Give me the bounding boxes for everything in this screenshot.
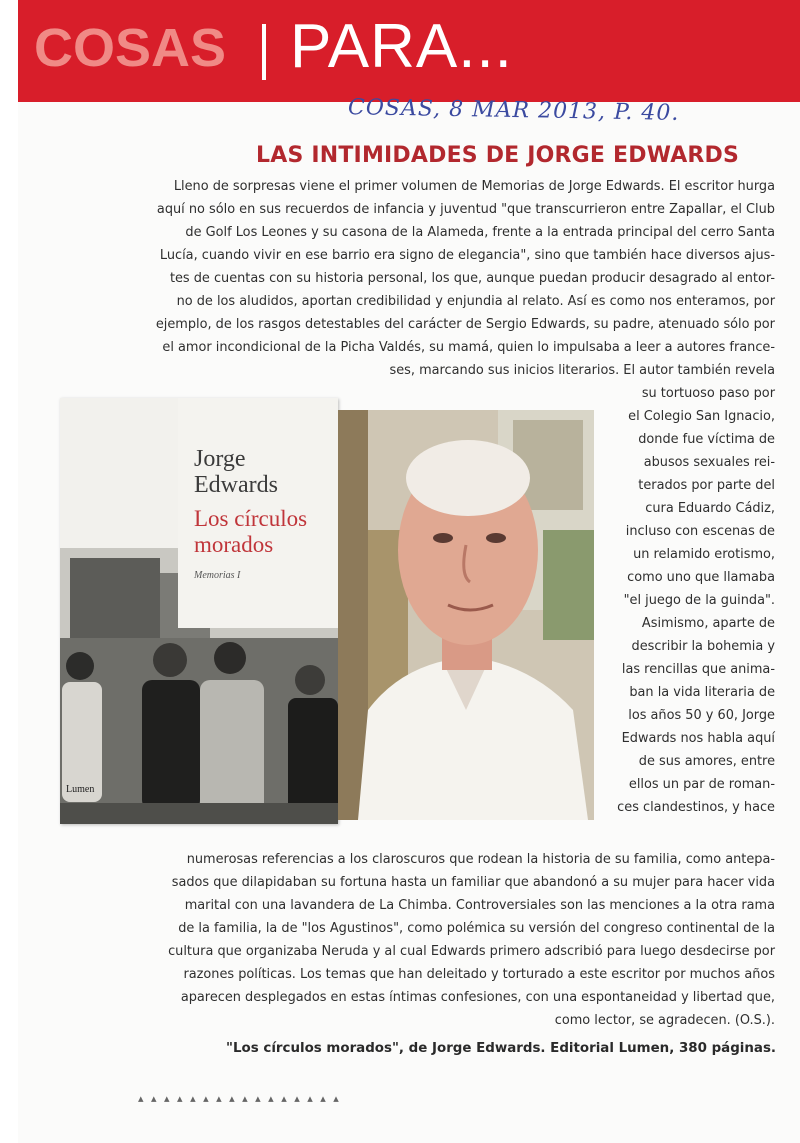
article-line: de sus amores, entre [638,754,775,769]
article-line: el amor incondicional de la Picha Valdés, su mamá, quien lo impulsaba a leer a autores france- [162,340,775,355]
article-line: como lector, se agradecen. (O.S.). [554,1013,775,1028]
article-line: numerosas referencias a los claroscuros que rodean la historia de su familia, como antepa- [186,852,775,867]
brand-logo: COSAS [34,18,227,78]
article-line: no de los aludidos, aportan credibilidad y enjundia al relato. Así es como nos enteramos, por [176,294,775,309]
article-line: razones políticas. Los temas que han deleitado y torturado a este escritor por muchos años [183,967,775,982]
article-line: "el juego de la guinda". [623,593,775,608]
article-line: Lleno de sorpresas viene el primer volumen de Memorias de Jorge Edwards. El escritor hurga [173,179,775,194]
article-line: Asimismo, aparte de [641,616,775,631]
book-cover [60,398,338,824]
article-line: terados por parte del [638,478,775,493]
article-line: el Colegio San Ignacio, [628,409,775,424]
article-line: aparecen desplegados en estas íntimas confesiones, con una espontaneidad y libertad que, [180,990,775,1005]
article-line: ces clandestinos, y hace [617,800,775,815]
article-line: describir la bohemia y [631,639,775,654]
article-line: ejemplo, de los rasgos detestables del carácter de Sergio Edwards, su padre, atenuado sólo por [155,317,775,332]
article-line: donde fue víctima de [638,432,775,447]
book-publisher: Lumen [66,784,95,795]
page-edge-marks: ▴ ▴ ▴ ▴ ▴ ▴ ▴ ▴ ▴ ▴ ▴ ▴ ▴ ▴ ▴ ▴ [138,1092,341,1105]
article-line: incluso con escenas de [625,524,775,539]
article-line: como uno que llamaba [627,570,775,585]
article-line: Edwards nos habla aquí [621,731,775,746]
article-line: cura Eduardo Cádiz, [645,501,775,516]
article-line: marital con una lavandera de La Chimba. Controversiales son las menciones a la otra rama [184,898,775,913]
portrait-photo [338,410,594,820]
book-subtitle: Memorias I [194,570,241,581]
article-line: sados que dilapidaban su fortuna hasta un familiar que abandonó a su mujer para hacer vida [171,875,775,890]
article-line: ban la vida literaria de [629,685,775,700]
book-author-last: Edwards [194,472,278,498]
article-line: las rencillas que anima- [621,662,775,677]
article-headline: LAS INTIMIDADES DE JORGE EDWARDS [256,143,740,168]
article-line: ses, marcando sus inicios literarios. El autor también revela [389,363,775,378]
article-line: su tortuoso paso por [641,386,775,401]
article-line: un relamido erotismo, [633,547,775,562]
article-line: cultura que organizaba Neruda y al cual Edwards primero adscribió para luego desdecirse por [168,944,775,959]
article-line: los años 50 y 60, Jorge [628,708,775,723]
section-title: PARA... [290,12,513,81]
article-line: tes de cuentas con su historia personal, los que, aunque puedan producir desagrado al entor- [169,271,775,286]
book-title [194,506,307,558]
article-line: de la familia, la de "los Agustinos", como polémica su versión del congreso continental de la [178,921,775,936]
article-line: ellos un par de roman- [628,777,775,792]
article-line: aquí no sólo en sus recuerdos de infancia y juventud "que transcurrieron entre Zapallar, el Club [156,202,775,217]
book-title-line2: morados [194,532,274,557]
article-line: de Golf Los Leones y su casona de la Alameda, frente a la entrada principal del cerro Santa [185,225,775,240]
book-author [194,446,278,498]
book-credit: "Los círculos morados", de Jorge Edwards. Editorial Lumen, 380 páginas. [226,1041,776,1056]
book-author-first: Jorge [194,446,246,472]
article-line: Lucía, cuando vivir en ese barrio era signo de elegancia", sino que también hace diversos ajus- [159,248,775,263]
banner-divider [262,24,266,80]
article-line: abusos sexuales rei- [643,455,775,470]
book-title-line1: Los círculos [194,506,308,531]
handwritten-source-note: COSAS, 8 MAR 2013, P. 40. [347,95,680,126]
author-portrait [338,410,594,820]
